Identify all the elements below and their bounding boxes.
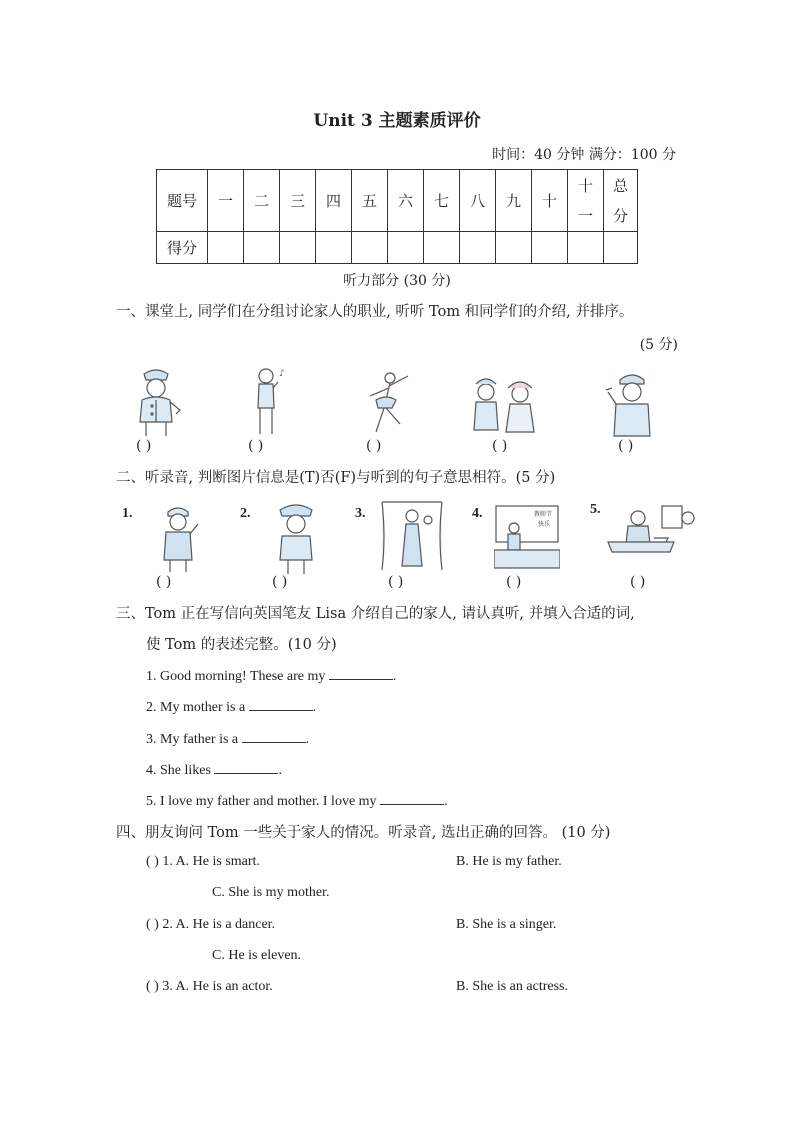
item-number-1: 1. [122, 506, 133, 521]
cell-q9: 九 [496, 170, 532, 232]
cell-score-label: 得分 [157, 232, 208, 264]
q3-option-a[interactable]: ( ) 3. A. He is an actor. [146, 979, 273, 994]
q3-option-b[interactable]: B. She is an actress. [456, 979, 568, 994]
page-title: Unit 3 主题素质评价 [313, 111, 481, 131]
teachers-day-image [494, 504, 560, 570]
answer-blank-1[interactable]: ( ) [136, 438, 152, 454]
office-worker-image [604, 502, 696, 568]
cell-total [604, 170, 638, 232]
q2-option-c[interactable]: C. He is eleven. [212, 948, 302, 963]
score-input[interactable] [532, 232, 568, 264]
fill-line-4: 4. She likes . [146, 763, 282, 778]
section1-instruction: 一、课堂上, 同学们在分组讨论家人的职业, 听听 Tom 和同学们的介绍, 并排序。 [116, 304, 634, 320]
cell-q6: 六 [388, 170, 424, 232]
answer-blank-t1[interactable]: ( ) [156, 574, 172, 590]
fill-blank[interactable] [329, 667, 393, 680]
item-number-5: 5. [590, 502, 601, 517]
fill-line-5: 5. I love my father and mother. I love my . [146, 794, 448, 809]
score-input[interactable] [424, 232, 460, 264]
fill-text-1: 1. Good morning! These are my [146, 669, 326, 684]
score-input[interactable] [604, 232, 638, 264]
fill-line-3: 3. My father is a . [146, 732, 310, 747]
fill-blank[interactable] [380, 792, 444, 805]
answer-blank-5[interactable]: ( ) [618, 438, 634, 454]
score-table [156, 169, 638, 264]
fill-text-4: 4. She likes [146, 763, 211, 778]
stage-singer-image [380, 500, 444, 572]
fill-blank[interactable] [214, 761, 278, 774]
item-number-4: 4. [472, 506, 483, 521]
q1-option-b[interactable]: B. He is my father. [456, 854, 562, 869]
q2-option-b[interactable]: B. She is a singer. [456, 917, 557, 932]
police-woman-image [272, 500, 320, 576]
dancer-image [356, 368, 420, 438]
cell-q5: 五 [352, 170, 388, 232]
section3-instruction-1: 三、Tom 正在写信向英国笔友 Lisa 介绍自己的家人, 请认真听, 并填入合适的词, [116, 606, 635, 622]
fill-blank[interactable] [242, 730, 306, 743]
cell-q10: 十 [532, 170, 568, 232]
cell-q1: 一 [208, 170, 244, 232]
answer-blank-2[interactable]: ( ) [248, 438, 264, 454]
board-text-2: 快乐 [538, 521, 551, 528]
fill-line-1: 1. Good morning! These are my . [146, 669, 397, 684]
answer-blank-t3[interactable]: ( ) [388, 574, 404, 590]
score-input[interactable] [496, 232, 532, 264]
score-input[interactable] [316, 232, 352, 264]
section1-points: (5 分) [639, 337, 678, 353]
score-input[interactable] [280, 232, 316, 264]
cell-q3: 三 [280, 170, 316, 232]
score-input[interactable] [244, 232, 280, 264]
answer-blank-4[interactable]: ( ) [492, 438, 508, 454]
answer-blank-3[interactable]: ( ) [366, 438, 382, 454]
item-number-3: 3. [355, 506, 366, 521]
worker-image [600, 370, 660, 438]
cell-q2: 二 [244, 170, 280, 232]
fill-text-3: 3. My father is a [146, 732, 239, 747]
answer-blank-t2[interactable]: ( ) [272, 574, 288, 590]
score-input[interactable] [388, 232, 424, 264]
board-text-1: 教师节 [534, 511, 553, 518]
cell-q4: 四 [316, 170, 352, 232]
section3-instruction-2: 使 Tom 的表述完整。(10 分) [146, 637, 337, 653]
score-input[interactable] [352, 232, 388, 264]
answer-blank-t5[interactable]: ( ) [630, 574, 646, 590]
section4-instruction: 四、朋友询问 Tom 一些关于家人的情况。听录音, 选出正确的回答。 (10 分) [116, 825, 611, 841]
q1-option-c[interactable]: C. She is my mother. [212, 885, 330, 900]
score-input[interactable] [208, 232, 244, 264]
section2-instruction: 二、听录音, 判断图片信息是(T)否(F)与听到的句子意思相符。(5 分) [116, 470, 556, 486]
listening-header: 听力部分 (30 分) [343, 273, 451, 289]
opera-actors-image [466, 374, 542, 438]
fill-text-2: 2. My mother is a [146, 700, 246, 715]
cell-q8: 八 [460, 170, 496, 232]
singer-image [248, 364, 292, 438]
fill-text-5: 5. I love my father and mother. I love my [146, 794, 377, 809]
q2-option-a[interactable]: ( ) 2. A. He is a dancer. [146, 917, 276, 932]
score-table-score-row [157, 232, 638, 264]
score-input[interactable] [568, 232, 604, 264]
time-info: 时间：40 分钟 满分：100 分 [492, 147, 676, 163]
cell-total-text: 总分 [612, 176, 628, 225]
policeman-image [126, 364, 186, 438]
q1-option-a[interactable]: ( ) 1. A. He is smart. [146, 854, 260, 869]
doctor-image [156, 504, 204, 574]
item-number-2: 2. [240, 506, 251, 521]
cell-q11 [568, 170, 604, 232]
answer-blank-t4[interactable]: ( ) [506, 574, 522, 590]
cell-q11-text: 十一 [577, 176, 593, 225]
svg-text:♪: ♪ [279, 369, 285, 379]
fill-blank[interactable] [249, 698, 313, 711]
score-table-header-row [157, 170, 638, 232]
score-input[interactable] [460, 232, 496, 264]
cell-q7: 七 [424, 170, 460, 232]
fill-line-2: 2. My mother is a . [146, 700, 317, 715]
cell-label: 题号 [157, 170, 208, 232]
